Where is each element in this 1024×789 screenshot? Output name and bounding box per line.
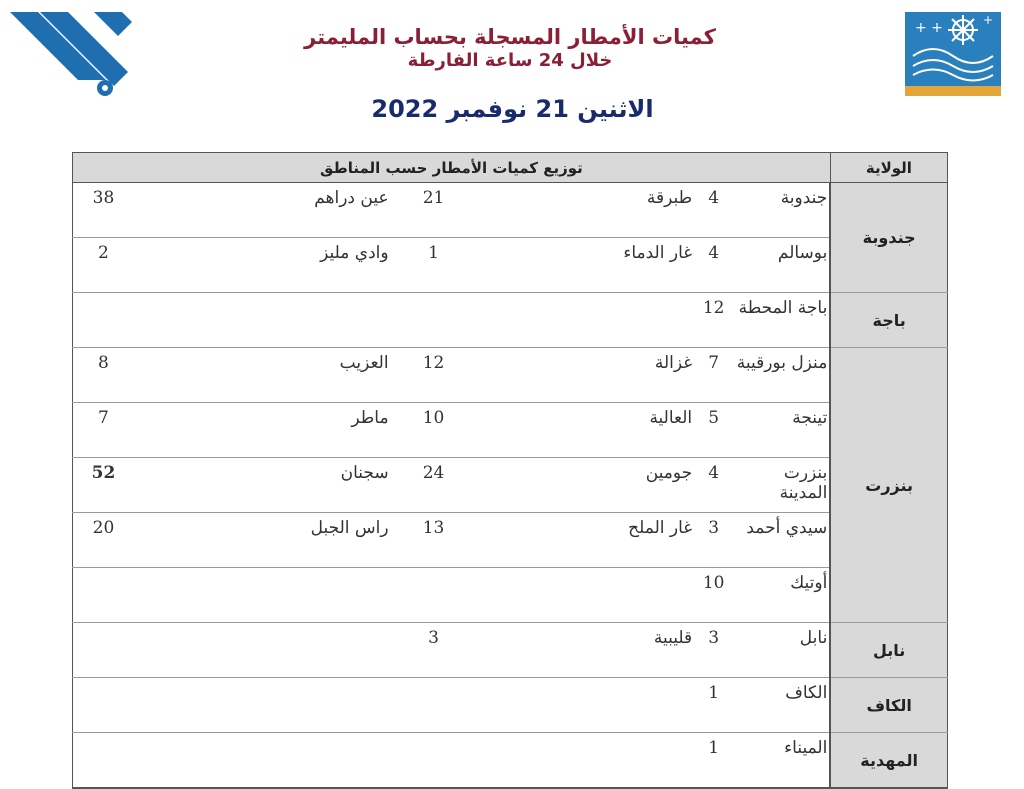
rainfall-value: 8 [73,348,134,403]
station-name: غار الملح [477,513,695,568]
governorate-cell: باجة [830,293,947,348]
rainfall-value: 4 [694,458,733,513]
station-name: قليبية [477,623,695,678]
table-row [73,238,948,293]
station-name [477,568,695,623]
governorate-cell: نابل [830,623,947,678]
station-name: العزيب [134,348,391,403]
station-name: بوسالم [733,238,830,293]
station-name [134,678,391,733]
rainfall-value: 21 [391,183,477,238]
rainfall-value [73,293,134,348]
rainfall-value [391,293,477,348]
title-line-2: خلال 24 ساعة الفارطة [407,50,613,71]
station-name: الميناء [733,733,830,789]
station-name: الكاف [733,678,830,733]
station-name: غزالة [477,348,695,403]
rainfall-value: 7 [694,348,733,403]
station-name: باجة المحطة [733,293,830,348]
rainfall-table [72,152,948,789]
title-line-1: كميات الأمطار المسجلة بحساب المليمتر [304,25,716,49]
rainfall-value: 5 [694,403,733,458]
station-name: ماطر [134,403,391,458]
station-name [477,733,695,789]
station-name: طبرقة [477,183,695,238]
governorate-cell: بنزرت [830,348,947,623]
table-row [73,678,948,733]
station-name: راس الجبل [134,513,391,568]
table-row [73,733,948,789]
stripes-logo-icon [10,8,140,98]
rainfall-value [73,733,134,789]
rainfall-value: 12 [694,293,733,348]
station-name: تينجة [733,403,830,458]
svg-text:+ +: + + [915,20,943,36]
station-name [134,293,391,348]
meteorology-institute-logo-icon [905,12,1001,96]
station-name: غار الدماء [477,238,695,293]
governorate-cell: جندوبة [830,183,947,293]
governorate-cell: المهدية [830,733,947,789]
table-row [73,348,948,403]
svg-text:+: + [983,13,994,27]
station-name: جندوبة [733,183,830,238]
governorate-cell: الكاف [830,678,947,733]
rainfall-value: 1 [694,678,733,733]
station-name: عين دراهم [134,183,391,238]
rainfall-value [73,678,134,733]
rainfall-value: 7 [73,403,134,458]
table-row [73,403,948,458]
rainfall-value: 52 [73,458,134,513]
station-name [477,678,695,733]
table-row [73,293,948,348]
table-row [73,623,948,678]
station-name: سجنان [134,458,391,513]
rainfall-value [73,568,134,623]
rainfall-value: 3 [694,623,733,678]
col-governorate-header: الولاية [830,153,947,183]
rainfall-value: 3 [391,623,477,678]
station-name: جومين [477,458,695,513]
rainfall-value: 4 [694,183,733,238]
station-name: منزل بورقيبة [733,348,830,403]
station-name: سيدي أحمد [733,513,830,568]
rainfall-value [391,678,477,733]
station-name: وادي مليز [134,238,391,293]
rainfall-value [73,623,134,678]
rainfall-value: 10 [391,403,477,458]
station-name [477,293,695,348]
rainfall-value: 24 [391,458,477,513]
rainfall-value: 1 [694,733,733,789]
col-distribution-header: توزيع كميات الأمطار حسب المناطق [73,153,831,183]
rainfall-value: 4 [694,238,733,293]
rainfall-value [391,733,477,789]
rainfall-value [391,568,477,623]
rainfall-value: 13 [391,513,477,568]
table-row [73,458,948,513]
station-name [134,733,391,789]
station-name [134,623,391,678]
station-name: العالية [477,403,695,458]
rainfall-value: 2 [73,238,134,293]
table-row [73,568,948,623]
table-row [73,183,948,238]
station-name: أوتيك [733,568,830,623]
rainfall-value: 12 [391,348,477,403]
station-name [134,568,391,623]
rainfall-value: 38 [73,183,134,238]
rainfall-value: 20 [73,513,134,568]
table-row [73,513,948,568]
station-name: بنزرت المدينة [733,458,830,513]
rainfall-value: 3 [694,513,733,568]
station-name: نابل [733,623,830,678]
report-date: الاثنين 21 نوفمبر 2022 [371,95,654,123]
rainfall-value: 1 [391,238,477,293]
rainfall-value: 10 [694,568,733,623]
